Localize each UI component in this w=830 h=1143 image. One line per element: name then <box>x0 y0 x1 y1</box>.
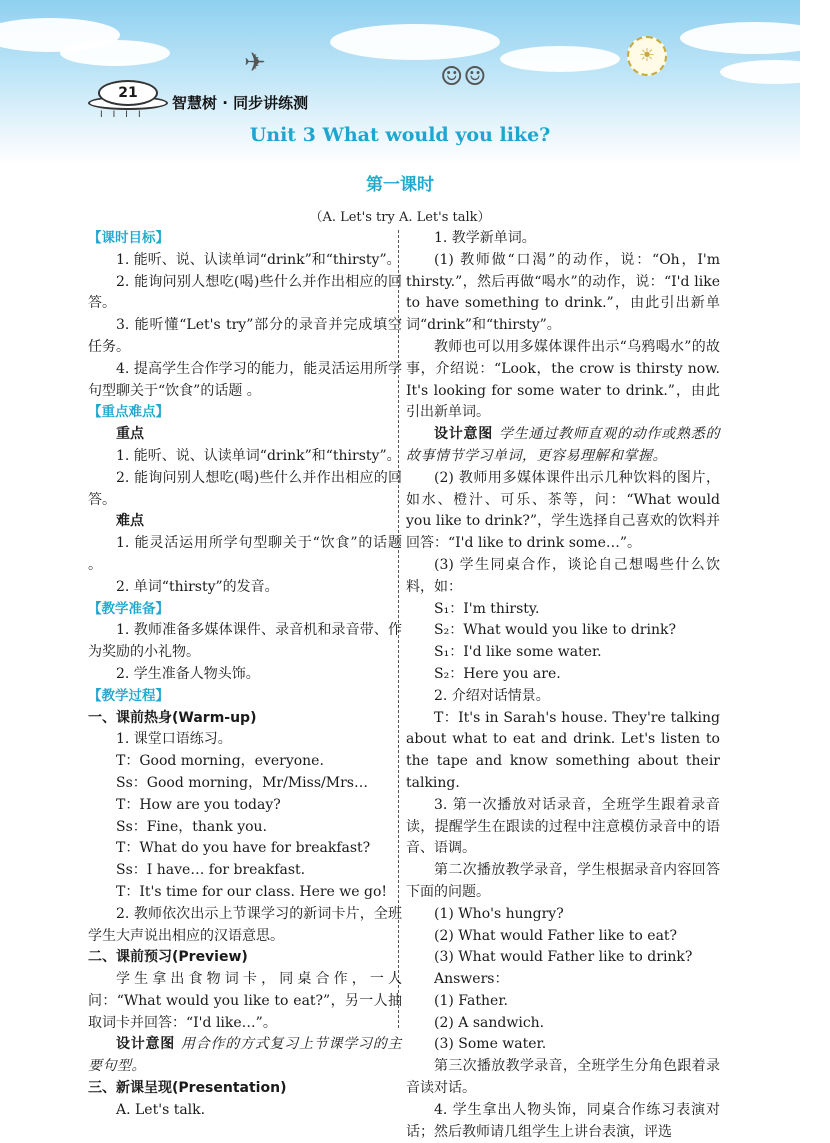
ufo-lights-icon: ⅠⅠⅠⅠ <box>100 110 151 120</box>
dialogue-line: S₁：I'm thirsty. <box>434 600 540 617</box>
lesson-subtitle: （A. Let's try A. Let's talk） <box>309 210 491 225</box>
section-heading-procedure: 【教学过程】 <box>88 687 169 704</box>
cloud-decoration <box>500 46 620 72</box>
procedure-text: 2. 介绍对话情景。 <box>434 687 550 704</box>
design-intent-label: 设计意图 <box>116 1036 175 1053</box>
difficulty-item: 1. 能灵活运用所学句型聊关于“饮食”的话题 。 <box>88 535 402 573</box>
procedure-text: 2. 教师依次出示上节课学习的新词卡片，全班学生大声说出相应的汉语意思。 <box>88 905 402 944</box>
dialogue-line: S₁：I'd like some water. <box>434 644 602 661</box>
prep-item: 1. 教师准备多媒体课件、录音机和录音带、作为奖励的小礼物。 <box>88 622 402 661</box>
airplane-illustration: ✈ <box>244 48 266 78</box>
dialogue-line: T：Good morning，everyone. <box>116 753 324 770</box>
dialogue-line: Ss：Fine，thank you. <box>116 818 268 835</box>
procedure-text: 教师也可以用多媒体课件出示“乌鸦喝水”的故事，介绍说：“Look，the crow is thirsty now. It's looking for some water to drink.”，由此引出新单词。 <box>406 338 720 421</box>
procedure-text: 4. 学生拿出人物头饰，同桌合作练习表演对话；然后教师请几组学生上讲台表演，评选 <box>406 1101 720 1140</box>
key-item: 1. 能听、说、认读单词“drink”和“thirsty”。 <box>116 447 401 464</box>
cloud-decoration <box>330 24 500 60</box>
difficulty-label: 难点 <box>116 513 144 530</box>
procedure-text: 3. 第一次播放对话录音，全班学生跟着录音读，提醒学生在跟读的过程中注意模仿录音中的语音、语调。 <box>406 796 720 857</box>
cloud-decoration <box>60 40 170 66</box>
dialogue-line: T：It's in Sarah's house. They're talking about what to eat and drink. Let's listen to the tape and know something about their talking. <box>406 709 720 791</box>
question-item: (3) What would Father like to drink? <box>434 949 693 966</box>
procedure-text: 第二次播放教学录音，学生根据录音内容回答下面的问题。 <box>406 862 720 900</box>
section-heading-keypoints: 【重点难点】 <box>88 404 169 421</box>
cloud-decoration <box>680 22 830 54</box>
answer-item: (2) A sandwich. <box>434 1014 545 1031</box>
lesson-title: 第一课时 <box>366 175 434 195</box>
design-intent-text: 用合作的方式复习上节课学习的主要句型。 <box>88 1036 402 1075</box>
procedure-step-preview: 二、课前预习(Preview) <box>88 949 248 966</box>
goal-item: 2. 能询问别人想吃(喝)些什么并作出相应的回答。 <box>88 273 402 312</box>
dialogue-line: S₂：What would you like to drink? <box>434 622 676 639</box>
cloud-decoration <box>720 60 830 84</box>
goal-item: 4. 提高学生合作学习的能力，能灵活运用所学句型聊关于“饮食”的话题 。 <box>88 360 402 399</box>
unit-title: Unit 3 What would you like? <box>249 124 551 146</box>
answers-label: Answers： <box>434 971 509 988</box>
children-illustration: ☺☺ <box>440 62 487 92</box>
design-intent-note <box>406 424 720 468</box>
procedure-text: 学生拿出食物词卡，同桌合作，一人问：“What would you like to eat?”，另一人抽取词卡并回答：“I'd like…”。 <box>88 971 402 1031</box>
question-item: (2) What would Father like to eat? <box>434 927 678 944</box>
procedure-step-warmup: 一、课前热身(Warm-up) <box>88 709 257 726</box>
page-number: 21 <box>98 80 158 106</box>
key-label: 重点 <box>116 426 144 443</box>
left-column <box>88 228 402 1118</box>
procedure-text: 1. 教学新单词。 <box>434 230 536 246</box>
procedure-step-presentation: 三、新课呈现(Presentation) <box>88 1080 287 1097</box>
design-intent-text: 学生通过教师直观的动作或熟悉的故事情节学习单词，更容易理解和掌握。 <box>406 426 720 464</box>
procedure-text: 第三次播放教学录音，全班学生分角色跟着录音读对话。 <box>406 1058 720 1097</box>
design-intent-note <box>88 1034 402 1078</box>
difficulty-item: 2. 单词“thirsty”的发音。 <box>116 578 279 595</box>
procedure-text: (2) 教师用多媒体课件出示几种饮料的图片，如水、橙汁、可乐、茶等，问：“What would you like to drink?”，学生选择自己喜欢的饮料并回答：“I'd like to drink some…”。 <box>406 469 720 552</box>
goal-item: 1. 能听、说、认读单词“drink”和“thirsty”。 <box>116 251 401 268</box>
procedure-text: 1. 课堂口语练习。 <box>116 731 232 748</box>
procedure-text: (1) 教师做“口渴”的动作，说：“Oh，I'm thirsty.”，然后再做“喝水”的动作，说：“I'd like to have something to drink.”，由此引出新单词“drink”和“thirsty”。 <box>406 251 720 334</box>
dialogue-line: T：What do you have for breakfast? <box>116 840 371 857</box>
dialogue-line: Ss：I have… for breakfast. <box>116 862 306 879</box>
design-intent-label: 设计意图 <box>434 426 493 443</box>
goal-item: 3. 能听懂“Let's try”部分的录音并完成填空任务。 <box>88 317 402 355</box>
key-item: 2. 能询问别人想吃(喝)些什么并作出相应的回答。 <box>88 469 402 508</box>
section-heading-goals: 【课时目标】 <box>88 230 169 246</box>
prep-item: 2. 学生准备人物头饰。 <box>116 665 260 682</box>
answer-item: (1) Father. <box>434 992 508 1009</box>
procedure-text: A. Let's talk. <box>116 1101 206 1118</box>
dialogue-line: T：How are you today? <box>116 796 281 813</box>
right-column <box>406 228 720 1140</box>
section-heading-preparation: 【教学准备】 <box>88 600 169 617</box>
series-title: 智慧树 · 同步讲练测 <box>172 94 309 112</box>
procedure-text: (3) 学生同桌合作，谈论自己想喝些什么饮料，如： <box>406 556 720 595</box>
dialogue-line: S₂：Here you are. <box>434 665 561 682</box>
sun-icon: ☀ <box>627 36 667 76</box>
question-item: (1) Who's hungry? <box>434 905 564 922</box>
dialogue-line: Ss：Good morning，Mr/Miss/Mrs… <box>116 774 368 791</box>
dialogue-line: T：It's time for our class. Here we go! <box>116 883 388 900</box>
answer-item: (3) Some water. <box>434 1036 547 1053</box>
